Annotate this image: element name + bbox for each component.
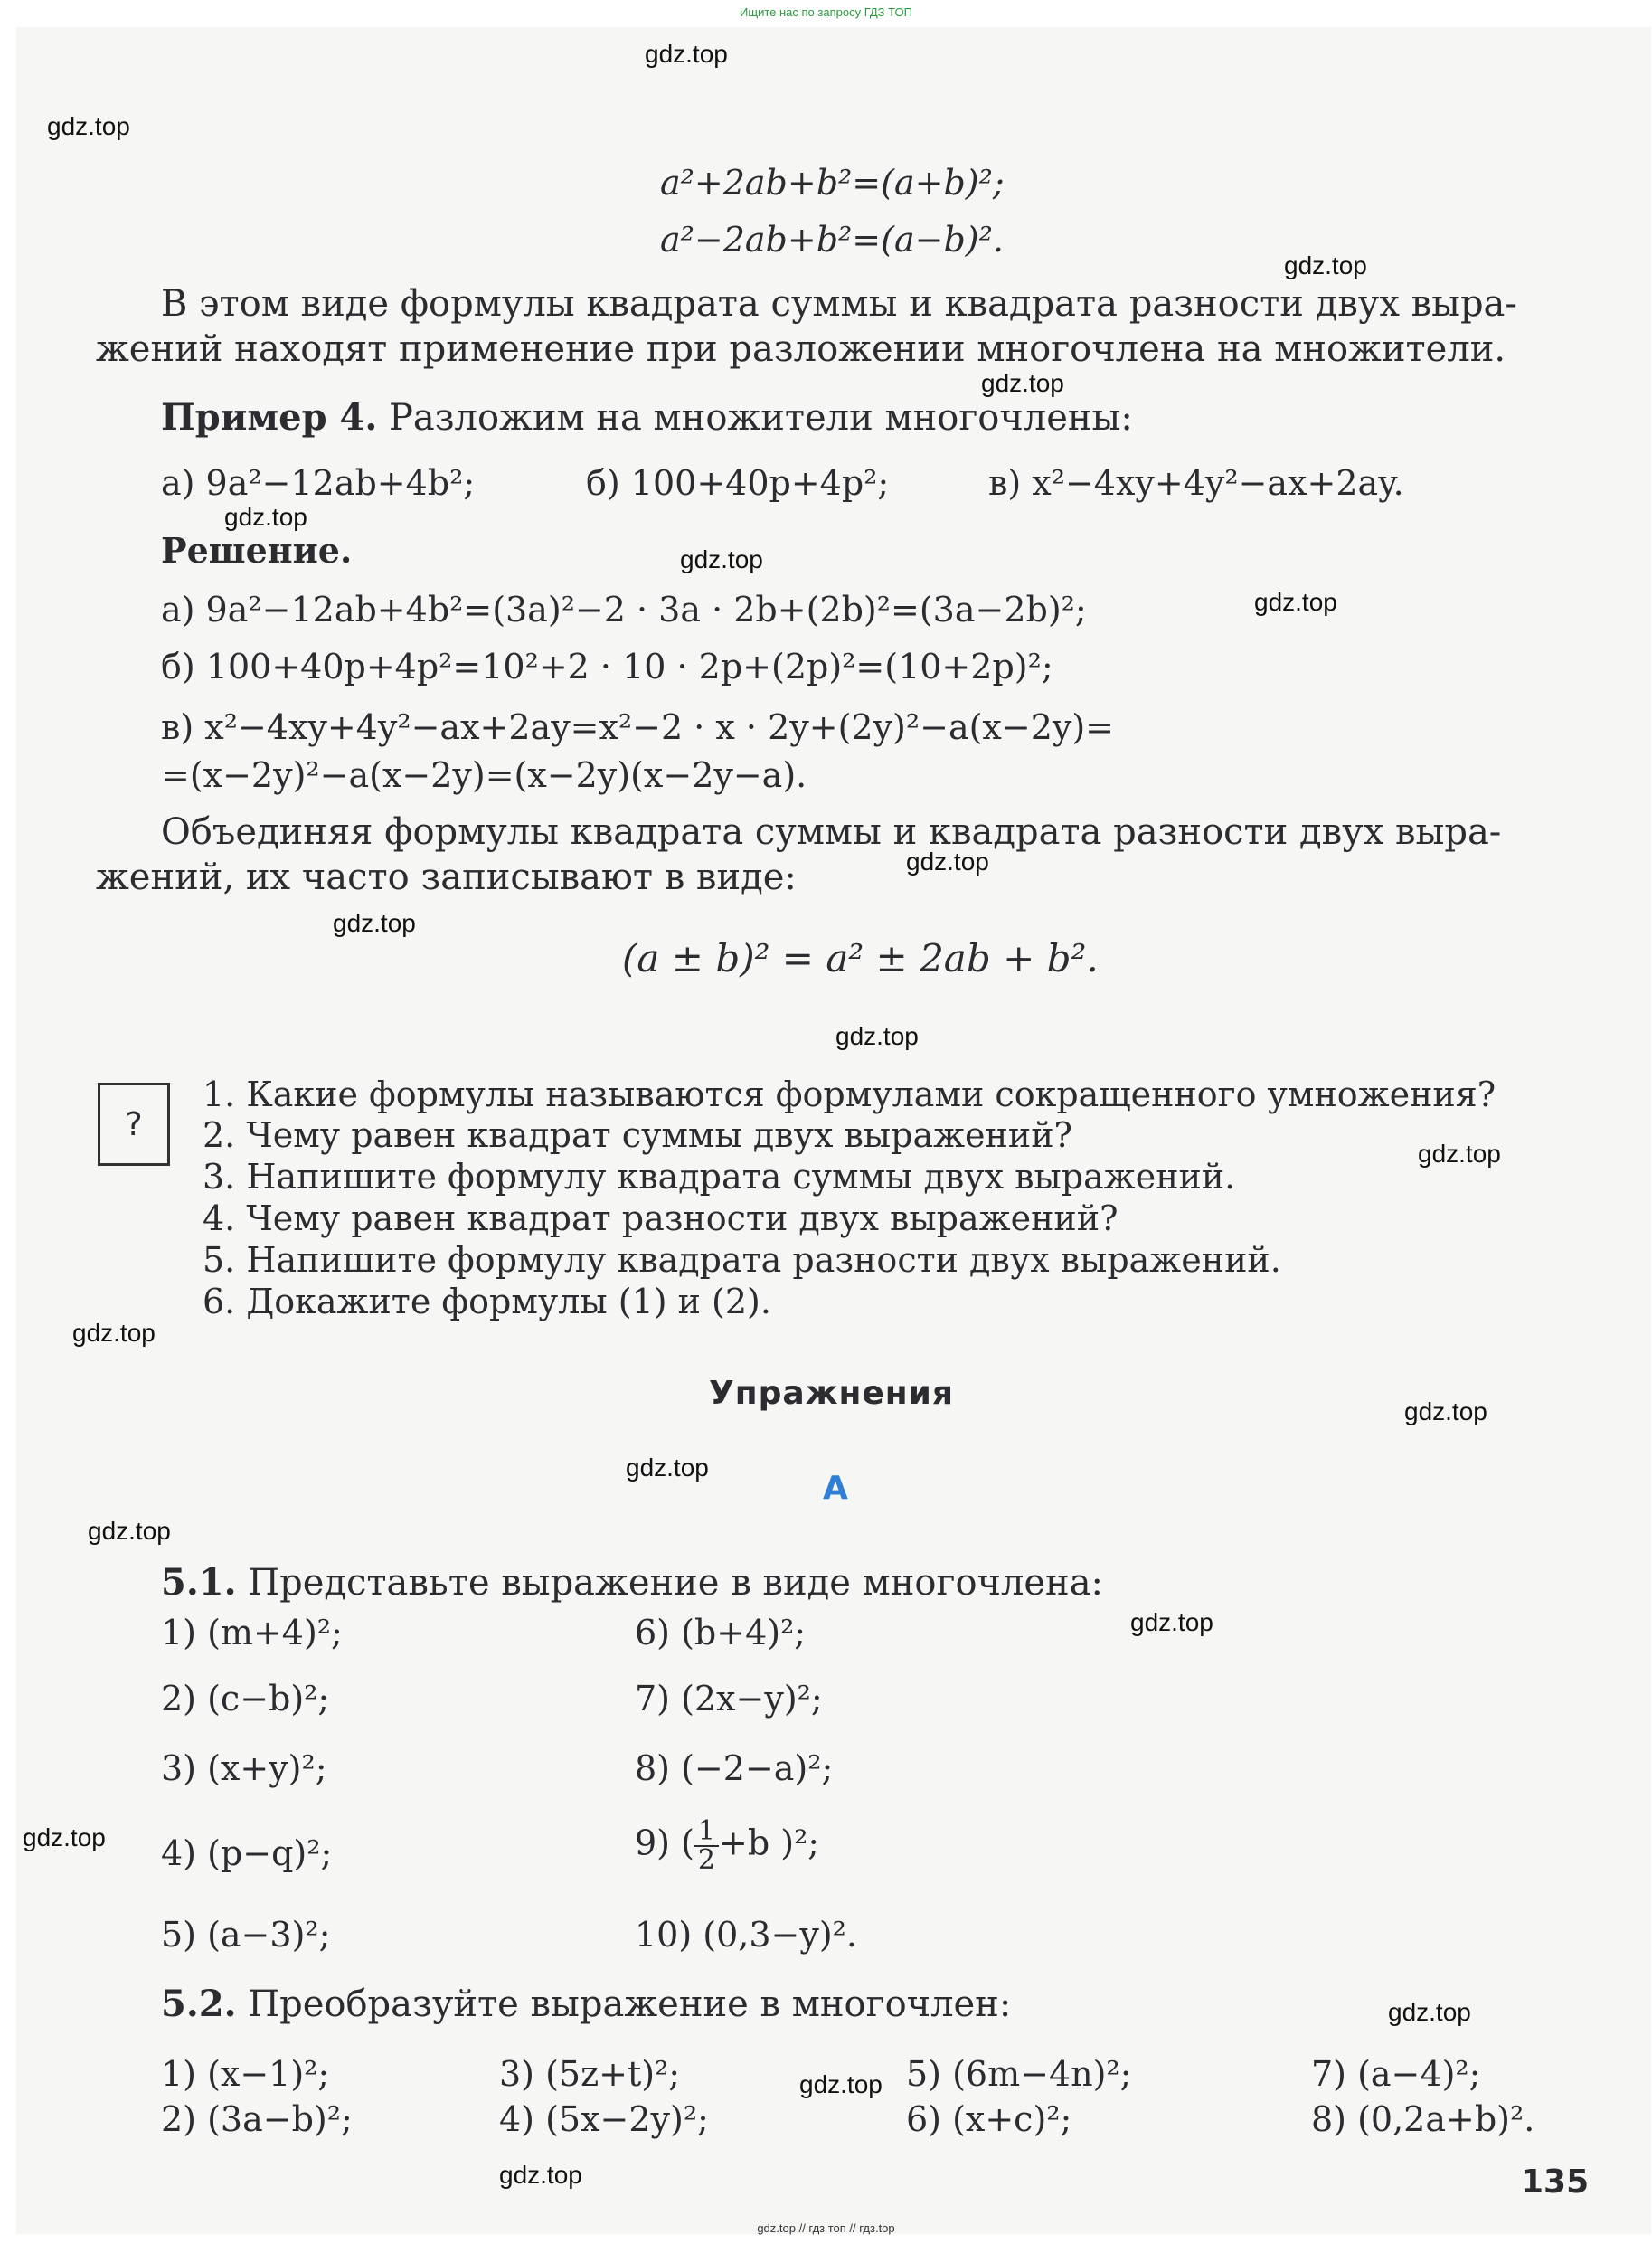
bottom-link[interactable]: gdz.top // гдз топ // гдз.top (757, 2221, 895, 2235)
watermark: gdz.top (645, 40, 728, 68)
exercise-5-1-item-9-prefix: 9) ( (635, 1823, 694, 1863)
watermark: gdz.top (499, 2161, 582, 2189)
exercise-5-2-item: 1) (x−1)²; (161, 2054, 330, 2094)
intro-line-1: В этом виде формулы квадрата суммы и квадрата разности двух выра- (161, 283, 1517, 325)
watermark: gdz.top (626, 1453, 709, 1482)
watermark: gdz.top (1404, 1397, 1487, 1425)
watermark: gdz.top (1388, 1998, 1471, 2026)
watermark: gdz.top (906, 847, 989, 876)
page-number: 135 (1521, 2164, 1590, 2201)
watermark: gdz.top (835, 1022, 919, 1050)
exercise-5-2-item: 7) (a−4)²; (1311, 2054, 1481, 2094)
fraction-one-half (694, 1815, 719, 1876)
example-item-b: б) 100+40p+4p²; (586, 463, 890, 503)
question-item: 6. Докажите формулы (1) и (2). (203, 1282, 771, 1321)
combined-line-1: Объединяя формулы квадрата суммы и квадрата разности двух выра- (161, 811, 1502, 853)
example-item-c: в) x²−4xy+4y²−ax+2ay. (988, 463, 1404, 503)
exercise-5-1-item: 7) (2x−y)²; (635, 1679, 823, 1719)
solution-label: Решение. (161, 530, 353, 571)
solution-b: б) 100+40p+4p²=10²+2 · 10 · 2p+(2p)²=(10+2p)²; (161, 647, 1053, 686)
exercise-5-1-item: 10) (0,3−y)². (635, 1915, 857, 1955)
exercise-5-2-item: 4) (5x−2y)²; (499, 2099, 709, 2139)
watermark: gdz.top (1130, 1608, 1213, 1636)
exercise-5-1-item-9 (635, 1815, 820, 1876)
exercise-5-2-item: 6) (x+c)²; (906, 2099, 1072, 2139)
example-item-a: а) 9a²−12ab+4b²; (161, 463, 476, 503)
top-search-link[interactable]: Ищите нас по запросу ГДЗ ТОП (740, 5, 912, 19)
exercise-5-2-item: 8) (0,2a+b)². (1311, 2099, 1535, 2139)
combined-formula: (a ± b)² = a² ± 2ab + b². (622, 936, 1099, 980)
exercise-5-1-item: 8) (−2−a)²; (635, 1748, 834, 1788)
exercise-5-2-heading (161, 1981, 1011, 2028)
exercise-5-1-label: 5.1. (161, 1561, 237, 1604)
example-heading (161, 394, 1133, 441)
watermark: gdz.top (981, 369, 1064, 397)
example-label: Пример 4. (161, 396, 378, 439)
exercise-5-1-item: 5) (a−3)²; (161, 1915, 331, 1955)
exercise-5-2-label: 5.2. (161, 1983, 237, 2025)
exercise-5-2-item: 5) (6m−4n)²; (906, 2054, 1132, 2094)
exercise-5-1-item: 2) (c−b)²; (161, 1679, 330, 1719)
exercise-section-letter: А (823, 1470, 848, 1507)
fraction-numerator: 1 (694, 1818, 719, 1847)
watermark: gdz.top (23, 1823, 106, 1851)
question-item: 2. Чему равен квадрат суммы двух выражений? (203, 1115, 1072, 1155)
solution-a: а) 9a²−12ab+4b²=(3a)²−2 · 3a · 2b+(2b)²=(3a−2b)²; (161, 590, 1087, 630)
fraction-denominator: 2 (697, 1844, 715, 1876)
watermark: gdz.top (72, 1319, 156, 1347)
exercise-5-1-item-9-suffix: +b )²; (719, 1823, 820, 1863)
exercise-5-1-heading (161, 1559, 1103, 1606)
exercise-5-1-text: Представьте выражение в виде многочлена: (236, 1562, 1104, 1604)
exercise-5-1-item: 3) (x+y)²; (161, 1748, 327, 1788)
combined-line-2: жений, их часто записывают в виде: (96, 857, 797, 898)
question-item: 5. Напишите формулу квадрата разности двух выражений. (203, 1240, 1281, 1280)
watermark: gdz.top (88, 1517, 171, 1545)
question-item: 3. Напишите формулу квадрата суммы двух выражений. (203, 1157, 1236, 1197)
watermark: gdz.top (1418, 1140, 1501, 1168)
question-item: 4. Чему равен квадрат разности двух выражений? (203, 1198, 1119, 1238)
formula-square-of-sum: a²+2ab+b²=(a+b)²; (660, 163, 1005, 203)
exercise-5-2-item: 2) (3a−b)²; (161, 2099, 353, 2139)
intro-line-2: жений находят применение при разложении многочлена на множители. (96, 328, 1506, 370)
exercise-5-1-item: 4) (p−q)²; (161, 1833, 333, 1873)
exercise-5-1-item: 1) (m+4)²; (161, 1613, 343, 1652)
question-icon: ? (98, 1083, 170, 1166)
watermark: gdz.top (1254, 588, 1337, 616)
question-item: 1. Какие формулы называются формулами сокращенного умножения? (203, 1075, 1496, 1114)
exercise-5-2-item: 3) (5z+t)²; (499, 2054, 681, 2094)
exercise-5-1-item: 6) (b+4)²; (635, 1613, 807, 1652)
watermark: gdz.top (1284, 251, 1367, 279)
watermark: gdz.top (224, 503, 307, 531)
exercise-5-2-text: Преобразуйте выражение в многочлен: (236, 1984, 1012, 2025)
watermark: gdz.top (680, 545, 763, 573)
watermark: gdz.top (799, 2070, 883, 2098)
formula-square-of-difference: a²−2ab+b²=(a−b)². (660, 220, 1004, 260)
solution-c-line-2: =(x−2y)²−a(x−2y)=(x−2y)(x−2y−a). (161, 755, 807, 795)
watermark: gdz.top (47, 112, 130, 140)
solution-c-line-1: в) x²−4xy+4y²−ax+2ay=x²−2 · x · 2y+(2y)²−a(x−2y)= (161, 707, 1114, 747)
exercises-heading: Упражнения (709, 1375, 955, 1412)
example-text: Разложим на множители многочлены: (377, 397, 1133, 439)
watermark: gdz.top (333, 909, 416, 937)
